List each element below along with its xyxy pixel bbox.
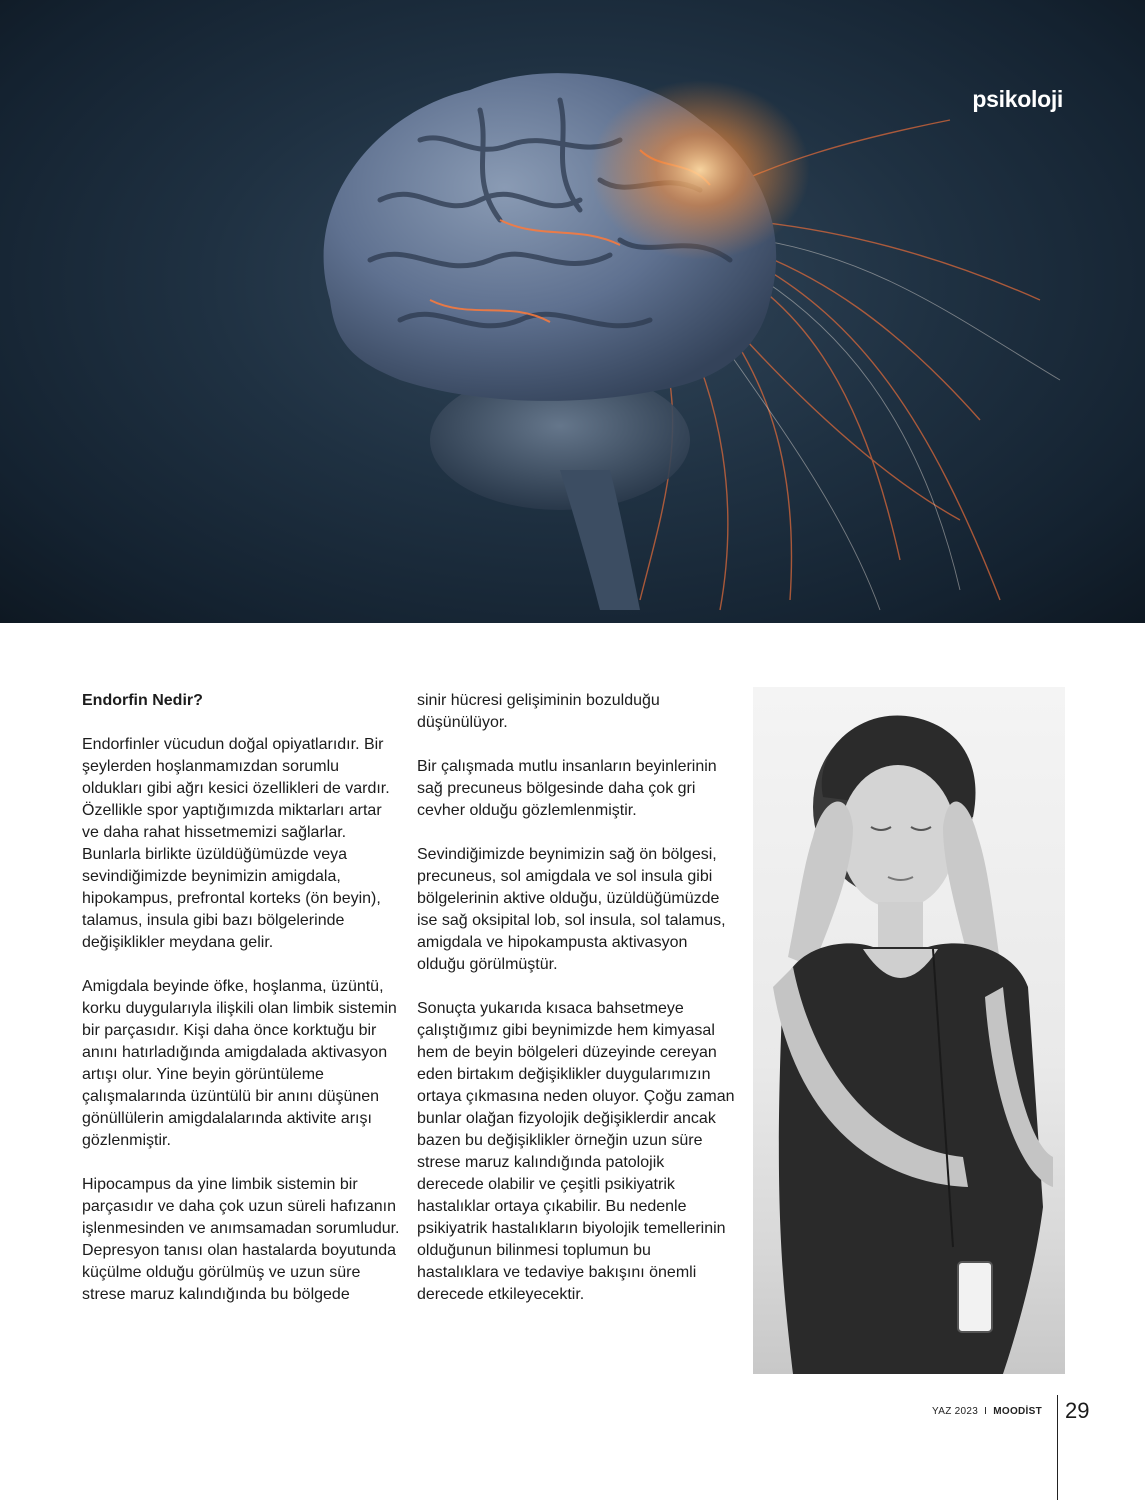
article-column-2 (417, 690, 735, 1328)
paragraph: Sevindiğimizde beynimizin sağ ön bölgesi, precuneus, sol amigdala ve sol insula gibi bölgelerinin aktive olduğu, üzüldüğümüzde ise sağ oksipital lob, sol insula, sol talamus, amigdala ve hipokampusta aktivasyon olduğu görülmüştür. (417, 846, 726, 973)
footer-season: YAZ 2023 (932, 1406, 979, 1417)
article-column-1 (82, 690, 402, 1328)
woman-headache-photo (753, 687, 1065, 1374)
footer-separator: I (984, 1406, 988, 1417)
paragraph: Bir çalışmada mutlu insanların beyinlerinin sağ precuneus bölgesinde daha çok gri cevher olduğu gözlemlenmiştir. (417, 758, 717, 819)
footer-issue-info (932, 1406, 1042, 1417)
footer-brand: MOODİST (993, 1406, 1042, 1417)
hero-brain-illustration (0, 0, 1145, 623)
article-heading: Endorfin Nedir? (82, 692, 203, 709)
paragraph: sinir hücresi gelişiminin bozulduğu düşünülüyor. (417, 692, 660, 731)
section-tag: psikoloji (972, 86, 1063, 112)
paragraph: Amigdala beyinde öfke, hoşlanma, üzüntü, korku duygularıyla ilişkili olan limbik sistemin bir parçasıdır. Kişi daha önce korktuğu bir anını hatırladığında amigdalada aktivasyon artışı olur. Yine beyin görüntüleme çalışmalarında üzüntülü bir anını düşünen gönüllülerin amigdalalarında aktivite arışı gözlenmiştir. (82, 978, 397, 1149)
woman-silhouette (753, 687, 1065, 1374)
paragraph: Hipocampus da yine limbik sistemin bir parçasıdır ve daha çok uzun süreli hafızanın işlenmesinden ve anımsamadan sorumludur. Depresyon tanısı olan hastalarda boyutunda küçülme olduğu görülmüş ve uzun süre strese maruz kalındığında bu bölgede (82, 1176, 400, 1303)
paragraph: Endorfinler vücudun doğal opiyatlarıdır. Bir şeylerden hoşlanmamızdan sorumlu oldukları gibi ağrı kesici özellikleri de vardır. Özellikle spor yaptığımızda miktarları artar ve daha rahat hissetmemizi sağlarlar. Bunlarla birlikte üzüldüğümüzde veya sevindiğimizde beynimizin amigdala, hipokampus, prefrontal korteks (ön beyin), talamus, insula gibi bazı bölgelerinde değişiklikler meydana gelir. (82, 736, 390, 951)
page-number: 29 (1065, 1398, 1090, 1423)
paragraph: Sonuçta yukarıda kısaca bahsetmeye çalıştığımız gibi beynimizde hem kimyasal hem de beyin bölgeleri düzeyinde cereyan eden birtakım değişiklikler duygularımızın ortaya çıkmasına neden oluyor. Çoğu zaman bunlar olağan fizyolojik değişiklerdir ancak bazen bu değişiklikler örneğin uzun süre strese maruz kalındığında patolojik derecede olabilir ve çeşitli psikiyatrik hastalıklar ortaya çıkabilir. Bu nedenle psikiyatrik hastalıkların biyolojik temellerinin olduğunun bilinmesi toplumun bu hastalıklara ve tedaviye bakışını önemli derecede etkileyecektir. (417, 1000, 735, 1303)
footer-divider (1057, 1395, 1058, 1500)
